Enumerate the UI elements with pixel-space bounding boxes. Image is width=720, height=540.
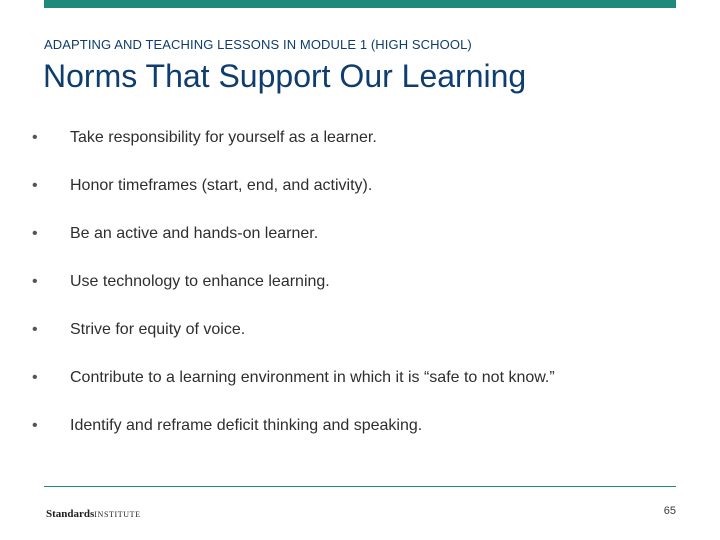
bullet-marker: • <box>32 369 38 386</box>
list-item <box>32 402 555 450</box>
bullet-marker: • <box>32 273 38 290</box>
list-item-text: Contribute to a learning environment in which it is “safe to not know.” <box>70 369 555 386</box>
footer-divider <box>44 486 676 487</box>
list-item-text: Use technology to enhance learning. <box>70 273 330 290</box>
norms-list <box>32 114 555 450</box>
slide-title: Norms That Support Our Learning <box>43 58 527 94</box>
logo-subtitle: INSTITUTE <box>94 510 141 519</box>
list-item <box>32 306 555 354</box>
bullet-marker: • <box>32 417 38 434</box>
page-number: 65 <box>663 505 676 517</box>
bullet-marker: • <box>32 225 38 242</box>
section-kicker: ADAPTING AND TEACHING LESSONS IN MODULE 1 (HIGH SCHOOL) <box>44 37 472 52</box>
logo-wordmark: Standards <box>46 508 95 520</box>
list-item <box>32 114 555 162</box>
list-item-text: Be an active and hands-on learner. <box>70 225 319 242</box>
top-accent-bar <box>44 0 676 8</box>
list-item <box>32 162 555 210</box>
bullet-marker: • <box>32 177 38 194</box>
list-item-text: Honor timeframes (start, end, and activity). <box>70 177 373 194</box>
bullet-marker: • <box>32 129 38 146</box>
standards-institute-logo <box>46 504 141 522</box>
bullet-marker: • <box>32 321 38 338</box>
list-item <box>32 258 555 306</box>
list-item <box>32 354 555 402</box>
list-item-text: Identify and reframe deficit thinking and speaking. <box>70 417 423 434</box>
list-item-text: Strive for equity of voice. <box>70 321 246 338</box>
list-item <box>32 210 555 258</box>
list-item-text: Take responsibility for yourself as a learner. <box>70 129 377 146</box>
